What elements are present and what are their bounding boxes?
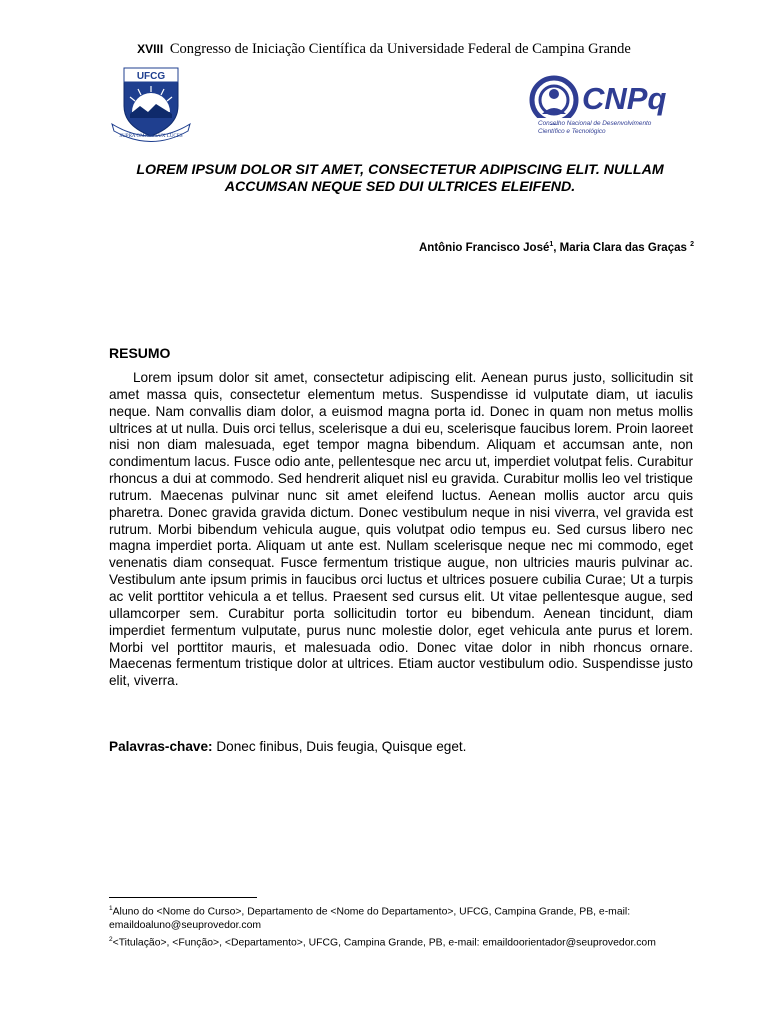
ufcg-logo <box>108 66 194 142</box>
footnote <box>109 933 699 950</box>
footnote-text: Aluno do <Nome do Curso>, Departamento de <Nome do Departamento>, UFCG, Campina Grande, PB, e-mail: emaildoaluno@seuprovedor.com <box>109 906 631 932</box>
footnote-text: <Titulação>, <Função>, <Departamento>, UFCG, Campina Grande, PB, e-mail: emaildoorientador@seuprovedor.com <box>112 937 656 949</box>
ufcg-logo-text: UFCG <box>136 71 166 82</box>
cnpq-name: CNPq <box>582 81 667 116</box>
abstract-body: Lorem ipsum dolor sit amet, consectetur adipiscing elit. Aenean purus justo, sollicitudin sit amet massa quis, consectetur elementum metus. Suspendisse id vulputate diam, ut iaculis neque. Nam convallis diam dolor, a euismod magna porta id. Donec in quam non metus mollis ultrices at ut nulla. Duis orci tellus, scelerisque a dui eu, scelerisque faucibus lorem. Proin laoreet nisi non diam malesuada, eget tempor magna bibendum. Aliquam et accumsan ante, non condimentum lacus. Fusce odio ante, pellentesque nec arcu ut, imperdiet volutpat felis. Curabitur rhoncus a dui at commodo. Sed hendrerit aliquet nisl eu gravida. Curabitur mollis leo vel tristique rutrum. Maecenas pulvinar nunc sit amet eleifend luctus. Aenean mollis auctor arcu quis pharetra. Donec gravida gravida dictum. Donec vestibulum neque in nisi viverra, vel gravida est rutrum. Morbi bibendum vehicula augue, quis volutpat odio tempus eu. Sed cursus libero nec magna imperdiet porta. Aliquam ut ante est. Nullam scelerisque neque nec mi commodo, eget venenatis diam consequat. Fusce fermentum tristique augue, non ultricies mauris pulvinar ac. Vestibulum ante ipsum primis in faucibus orci luctus et ultrices posuere cubilia Curae; Ut a turpis ac velit porttitor vehicula a et tellus. Praesent sed cursus elit. Ut vitae pellentesque augue, sed ullamcorper sem. Curabitur porta sollicitudin tortor eu bibendum. Aenean tincidunt, diam imperdiet fermentum vulputate, purus nunc molestie dolor, eget vehicula ante purus et lorem. Morbi vel porttitor mauris, et malesuada odio. Donec vitae dolor in nibh rhoncus ornare. Maecenas fermentum tristique dolor at ultrices. Etiam auctor vestibulum odio. Suspendisse justo elit, viverra. <box>109 370 693 689</box>
footnote-marker: 2 <box>690 241 694 248</box>
congress-header <box>0 41 768 58</box>
congress-edition: XVIII <box>137 42 164 56</box>
footnote-separator <box>109 897 257 898</box>
cnpq-logo <box>528 72 688 140</box>
author-line <box>108 241 694 254</box>
abstract-heading: RESUMO <box>109 345 171 361</box>
footnote <box>109 902 699 933</box>
cnpq-subtitle-2: Científico e Tecnológico <box>538 128 606 135</box>
author-separator: , <box>553 241 557 254</box>
author-name: Antônio Francisco José <box>419 241 550 254</box>
footnote-marker: 1 <box>549 241 554 248</box>
congress-name: Congresso de Iniciação Científica da Universidade Federal de Campina Grande <box>169 41 631 57</box>
cnpq-subtitle-1: Conselho Nacional de Desenvolvimento <box>538 120 652 127</box>
keywords <box>109 739 693 754</box>
footnote-number: 1 <box>109 905 113 912</box>
keywords-label: Palavras-chave: <box>109 739 213 754</box>
footnotes <box>109 902 699 950</box>
footnote-number: 2 <box>109 935 113 943</box>
paper-title: LOREM IPSUM DOLOR SIT AMET, CONSECTETUR ADIPISCING ELIT. NULLAM ACCUMSAN NEQUE SED DUI ULTRICES ELEIFEND. <box>136 162 664 195</box>
ufcg-motto: SUPRA OMNES LUX LUCES <box>119 134 183 139</box>
keywords-values: Donec finibus, Duis feugia, Quisque eget. <box>216 739 467 754</box>
author-name: Maria Clara das Graças <box>559 241 687 254</box>
